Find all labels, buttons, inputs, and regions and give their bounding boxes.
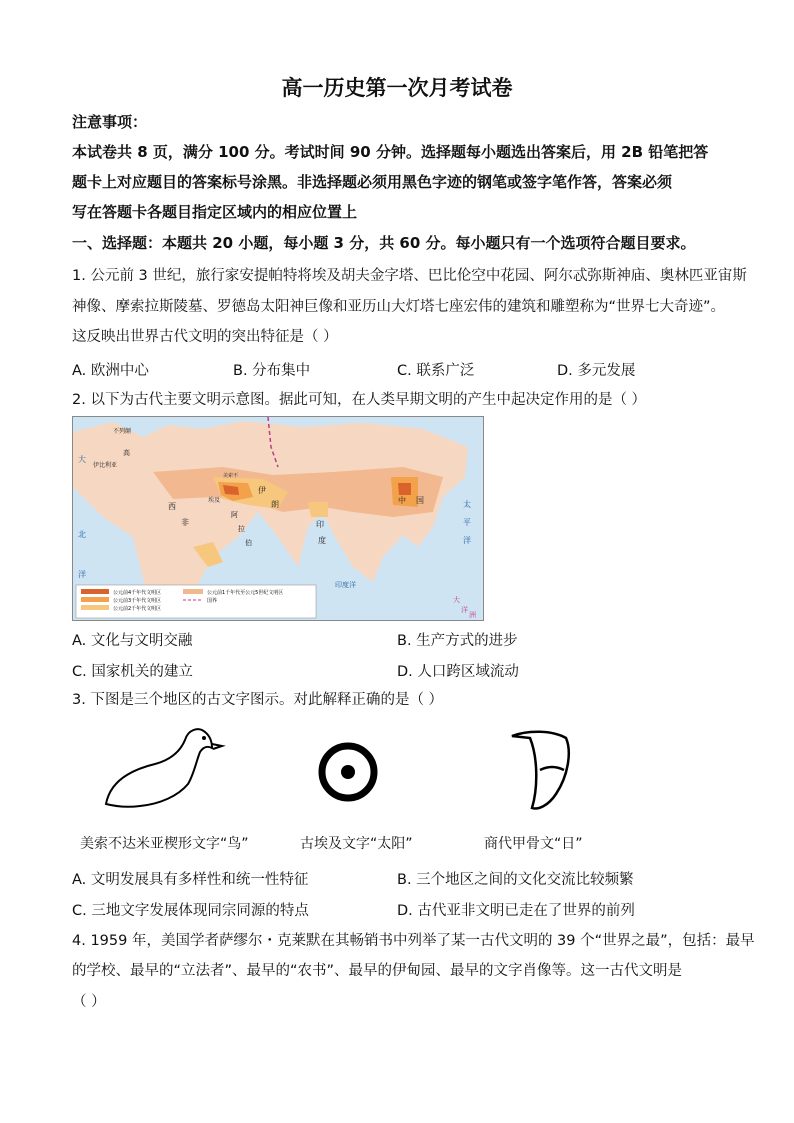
notice-line-3: 写在答题卡各题目指定区域内的相应位置上: [72, 203, 358, 221]
q1-line-3: 这反映出世界古代文明的突出特征是（ ）: [72, 329, 338, 345]
map-label-arabia-2: 拉: [238, 525, 245, 533]
q1-option-c: C. 联系广泛: [397, 363, 475, 379]
map-china-core: [398, 483, 411, 495]
map-label-china-1: 中: [398, 496, 406, 505]
q3-option-c: C. 三地文字发展体现同宗同源的特点: [72, 903, 309, 919]
q1-line-1: 1. 公元前 3 世纪，旅行家安提帕特将埃及胡夫金字塔、巴比伦空中花园、阿尔忒弥斯神庙、奥林匹亚宙斯: [72, 268, 747, 284]
map-label-oceania-2: 洋: [461, 606, 468, 614]
map-label-north: 北: [78, 530, 86, 539]
legend-swatch-1k: [183, 589, 203, 594]
map-label-west: 西: [168, 502, 176, 511]
section-heading: 一、选择题：本题共 20 小题，每小题 3 分，共 60 分。每小题只有一个选项符合题目要求。: [72, 234, 696, 252]
bird-eye: [202, 736, 206, 740]
sun-glyph-image: [316, 740, 380, 804]
caption-sun: 古埃及文字“太阳”: [300, 836, 413, 852]
legend-label-3k: 公元前3千年代文明区: [113, 598, 162, 604]
q2-option-a: A. 文化与文明交融: [72, 633, 193, 649]
q1-option-a: A. 欧洲中心: [72, 363, 149, 379]
q1-option-d: D. 多元发展: [557, 363, 636, 379]
map-label-arabia-1: 阿: [231, 511, 238, 519]
bird-outline: [106, 729, 212, 807]
map-label-iberia: 伊比利亚: [93, 462, 118, 469]
map-label-iran-2: 朗: [271, 500, 279, 509]
ancient-civilization-map: [72, 416, 484, 621]
q1-line-2: 神像、摩索拉斯陵墓、罗德岛太阳神巨像和亚历山大灯塔七座宏伟的建筑和雕塑称为“世界七大奇迹”。: [72, 299, 726, 315]
map-label-egypt: 埃及: [208, 497, 221, 504]
q4-line-1: 4. 1959 年，美国学者萨缪尔・克莱默在其畅销书中列举了某一古代文明的 39 个“世界之最”，包括：最早: [72, 933, 755, 949]
map-label-oceania-1: 大: [453, 596, 460, 604]
map-label-ocean: 洋: [78, 570, 86, 579]
page-title: 高一历史第一次月考试卷: [281, 76, 513, 100]
map-label-arabia-3: 伯: [245, 539, 252, 547]
caption-bird: 美索不达米亚楔形文字“鸟”: [80, 836, 249, 852]
q2-option-b: B. 生产方式的进步: [397, 633, 518, 649]
map-label-pacific-2: 平: [463, 518, 471, 527]
q1-option-b: B. 分布集中: [233, 363, 311, 379]
legend-label-2k: 公元前2千年代文明区: [113, 606, 162, 612]
bird-beak: [212, 744, 222, 749]
notice-heading: 注意事项：: [72, 113, 148, 131]
caption-day: 商代甲骨文“日”: [484, 836, 583, 852]
q2-line-1: 2. 以下为古代主要文明示意图。据此可知，在人类早期文明的产生中起决定作用的是（ ）: [72, 392, 647, 408]
map-label-oceania-3: 洲: [469, 611, 476, 619]
sun-dot: [341, 765, 355, 779]
q4-line-2: 的学校、最早的“立法者”、最早的“农书”、最早的伊甸园、最早的文字肖像等。这一古代文明是: [72, 963, 683, 979]
map-label-atlantic: 大: [78, 455, 86, 464]
q3-line-1: 3. 下图是三个地区的古文字图示。对此解释正确的是（ ）: [72, 692, 444, 708]
q2-option-d: D. 人口跨区域流动: [397, 664, 519, 680]
map-label-china-2: 国: [416, 496, 424, 505]
map-label-india-2: 度: [318, 536, 326, 545]
q2-option-c: C. 国家机关的建立: [72, 664, 193, 680]
q3-option-b: B. 三个地区之间的文化交流比较频繁: [397, 872, 634, 888]
day-glyph-image: [508, 728, 578, 818]
day-stroke: [540, 767, 564, 770]
notice-line-2: 题卡上对应题目的答案标号涂黑。非选择题必须用黑色字迹的钢笔或签字笔作答，答案必须: [72, 173, 673, 191]
legend-label-border: 国界: [207, 598, 218, 604]
map-label-pacific-3: 洋: [463, 536, 471, 545]
legend-swatch-4k: [81, 589, 109, 594]
map-label-india-1: 印: [316, 520, 324, 529]
map-label-indian-ocean: 印度洋: [335, 581, 356, 589]
map-label-britain: 不列颠: [113, 428, 132, 435]
q3-option-d: D. 古代亚非文明已走在了世界的前列: [397, 903, 635, 919]
map-label-iran-1: 伊: [258, 486, 266, 495]
bird-glyph-image: [100, 722, 240, 812]
notice-line-1: 本试卷共 8 页，满分 100 分。考试时间 90 分钟。选择题每小题选出答案后，用 2B 铅笔把答: [72, 143, 709, 161]
legend-swatch-2k: [81, 605, 109, 610]
map-label-mesopotamia: 美索不: [223, 473, 239, 479]
q4-line-3: （ ）: [72, 994, 106, 1010]
map-label-africa: 非: [181, 518, 189, 527]
legend-label-1k: 公元前1千年代至公元5世纪文明区: [207, 590, 284, 596]
map-label-high: 高: [123, 449, 130, 457]
map-india-zone: [308, 502, 328, 517]
q3-option-a: A. 文明发展具有多样性和统一性特征: [72, 872, 309, 888]
map-label-pacific-1: 太: [463, 500, 471, 509]
legend-label-4k: 公元前4千年代文明区: [113, 590, 162, 596]
legend-swatch-3k: [81, 597, 109, 602]
